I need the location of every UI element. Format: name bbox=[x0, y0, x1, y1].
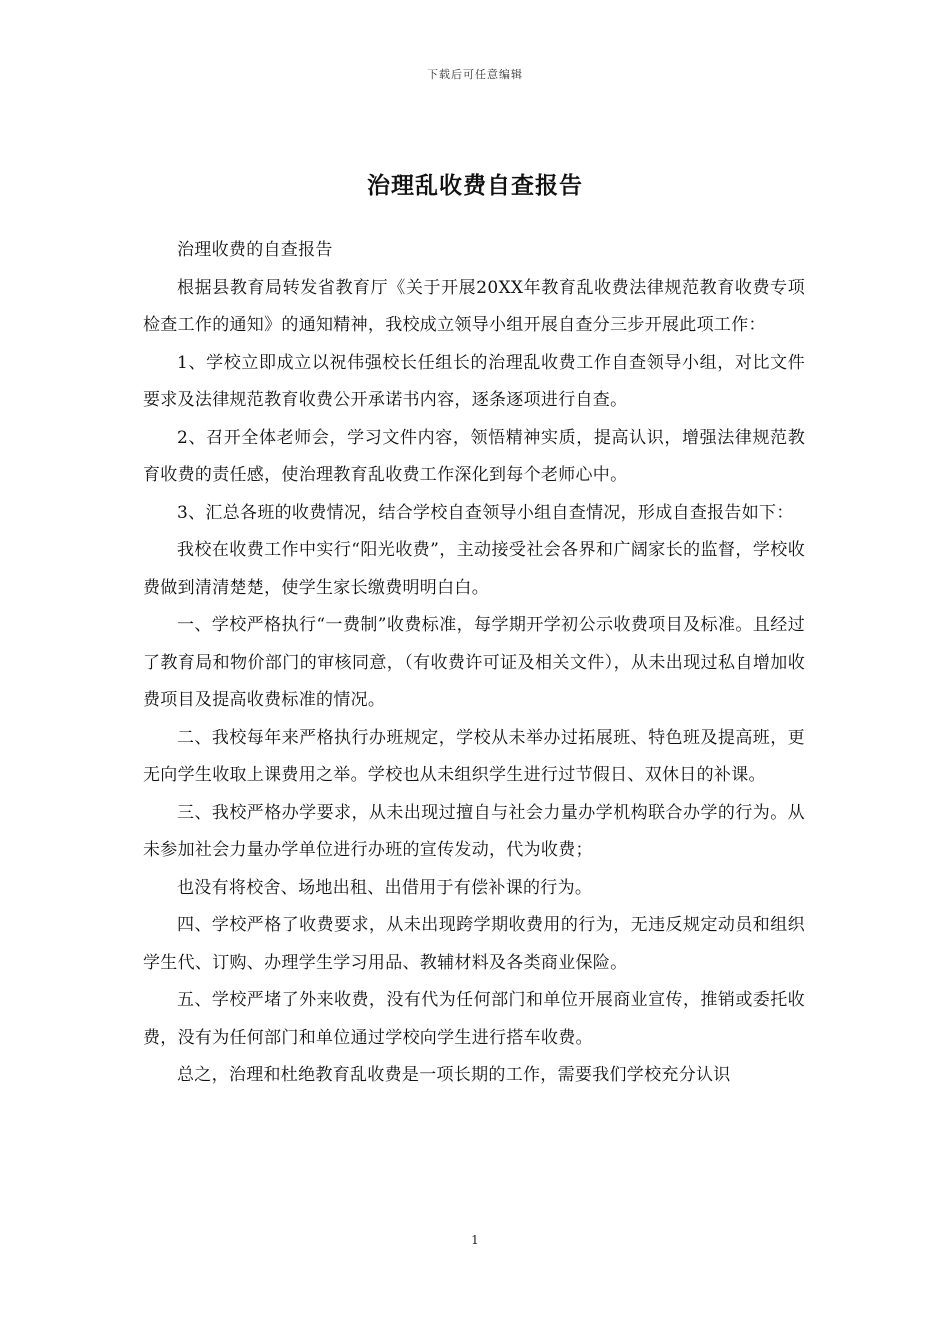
paragraph-subtitle: 治理收费的自查报告 bbox=[177, 240, 333, 260]
document-body bbox=[143, 232, 805, 1095]
page-number: 1 bbox=[471, 1233, 479, 1247]
paragraph: 3、汇总各班的收费情况，结合学校自查领导小组自查情况，形成自查报告如下： bbox=[177, 502, 794, 523]
paragraph: 三、我校严格办学要求，从未出现过擅自与社会力量办学机构联合办学的行为。从未参加社会力量办学单位进行办班的宣传发动，代为收费； bbox=[143, 802, 805, 860]
paragraph: 我校在收费工作中实行“阳光收费”，主动接受社会各界和广阔家长的监督，学校收费做到清清楚楚，使学生家长缴费明明白白。 bbox=[143, 540, 805, 598]
paragraph: 四、学校严格了收费要求，从未出现跨学期收费用的行为，无违反规定动员和组织学生代、订购、办理学生学习用品、教辅材料及各类商业保险。 bbox=[143, 915, 805, 973]
paragraph: 也没有将校舍、场地出租、出借用于有偿补课的行为。 bbox=[177, 877, 593, 898]
paragraph: 二、我校每年来严格执行办班规定，学校从未举办过拓展班、特色班及提高班，更无向学生收取上课费用之举。学校也从未组织学生进行过节假日、双休日的补课。 bbox=[143, 727, 805, 785]
page-header-note: 下载后可任意编辑 bbox=[427, 68, 523, 81]
document-title: 治理乱收费自查报告 bbox=[367, 172, 583, 200]
paragraph: 总之，治理和杜绝教育乱收费是一项长期的工作，需要我们学校充分认识 bbox=[177, 1065, 731, 1085]
paragraph: 一、学校严格执行“一费制”收费标准，每学期开学初公示收费项目及标准。且经过了教育局和物价部门的审核同意，（有收费许可证及相关文件），从未出现过私自增加收费项目及提高收费标准的情况。 bbox=[143, 615, 805, 710]
paragraph: 五、学校严堵了外来收费，没有代为任何部门和单位开展商业宣传，推销或委托收费，没有为任何部门和单位通过学校向学生进行搭车收费。 bbox=[143, 990, 805, 1048]
paragraph: 1、学校立即成立以祝伟强校长任组长的治理乱收费工作自查领导小组，对比文件要求及法律规范教育收费公开承诺书内容，逐条逐项进行自查。 bbox=[143, 352, 805, 410]
paragraph: 2、召开全体老师会，学习文件内容，领悟精神实质，提高认识，增强法律规范教育收费的责任感，使治理教育乱收费工作深化到每个老师心中。 bbox=[143, 427, 805, 485]
paragraph: 根据县教育局转发省教育厅《关于开展20XX年教育乱收费法律规范教育收费专项检查工作的通知》的通知精神，我校成立领导小组开展自查分三步开展此项工作： bbox=[143, 277, 805, 335]
